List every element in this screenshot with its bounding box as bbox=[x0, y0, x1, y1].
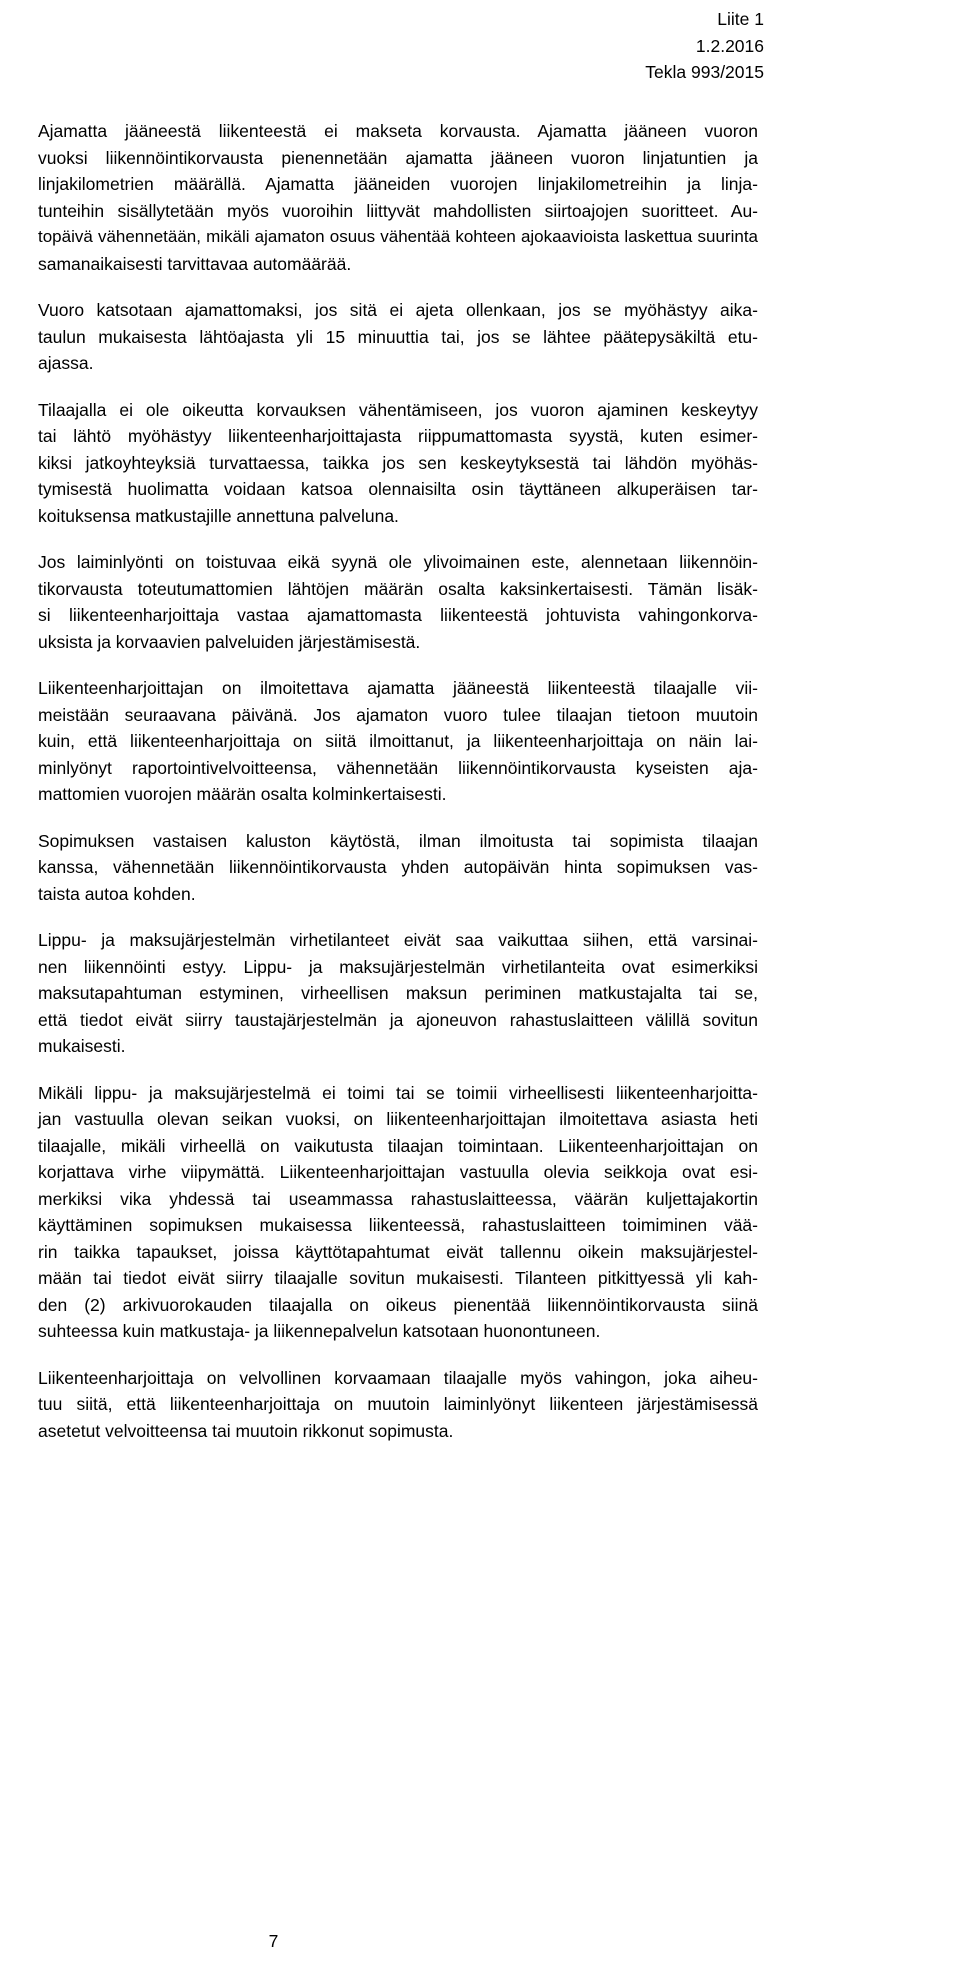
text-line: minlyönyt raportointivelvoitteensa, vähennetään liikennöintikorvausta kyseisten aja- bbox=[38, 757, 758, 778]
text-line: käyttäminen sopimuksen mukaisessa liikenteessä, rahastuslaitteen toimiminen vää- bbox=[38, 1215, 758, 1235]
text-line: linjakilometrien määrällä. Ajamatta jääneiden vuorojen linjakilometreihin ja linja- bbox=[38, 174, 758, 194]
text-line: että tiedot eivät siirry taustajärjestelmän ja ajoneuvon rahastuslaitteen välillä sovitun bbox=[38, 1009, 758, 1030]
text-line: taulun mukaisesta lähtöajasta yli 15 minuuttia tai, jos se lähtee päätepysäkiltä etu- bbox=[38, 326, 758, 347]
text-line: tunteihin sisällytetään myös vuoroihin liittyvät mahdollisten siirtoajojen suoritteet. Au- bbox=[38, 200, 758, 221]
text-line: kanssa, vähennetään liikennöintikorvausta yhden autopäivän hinta sopimuksen vas- bbox=[38, 857, 758, 877]
text-line: Liikenteenharjoittaja on velvollinen korvaamaan tilaajalle myös vahingon, joka aiheu- bbox=[38, 1367, 758, 1388]
text-line: merkiksi vika yhdessä tai useammassa rahastuslaitteessa, väärän kuljettajakortin bbox=[38, 1188, 758, 1209]
paragraph bbox=[38, 549, 758, 655]
text-line: tikorvausta toteutumattomien lähtöjen määrän osalta kaksinkertaisesti. Tämän lisäk- bbox=[38, 578, 758, 599]
paragraph bbox=[38, 675, 758, 808]
text-line: tymisestä huolimatta voidaan katsoa olennaisilta osin täyttäneen alkuperäisen tar- bbox=[38, 479, 758, 499]
text-line: tuu siitä, että liikenteenharjoittaja on muutoin laiminlyönyt liikenteen järjestämisessä bbox=[38, 1394, 758, 1414]
text-line: Vuoro katsotaan ajamattomaksi, jos sitä ei ajeta ollenkaan, jos se myöhästyy aika- bbox=[38, 300, 758, 320]
text-line: Ajamatta jääneestä liikenteestä ei makseta korvausta. Ajamatta jääneen vuoron bbox=[38, 121, 758, 141]
paragraph bbox=[38, 1080, 758, 1345]
text-line: kuin, että liikenteenharjoittaja on siitä ilmoittanut, ja liikenteenharjoittaja on näin lai- bbox=[38, 731, 758, 751]
document-header bbox=[645, 6, 764, 86]
text-line: mattomien vuorojen määrän osalta kolminkertaisesti. bbox=[38, 784, 447, 804]
document-body bbox=[38, 118, 758, 1464]
document-date: 1.2.2016 bbox=[695, 35, 764, 56]
text-line: Lippu- ja maksujärjestelmän virhetilanteet eivät saa vaikuttaa siihen, että varsinai- bbox=[38, 930, 758, 950]
attachment-label: Liite 1 bbox=[717, 9, 764, 29]
text-line: meistään seuraavana päivänä. Jos ajamaton vuoro tulee tilaajan tietoon muutoin bbox=[38, 704, 758, 725]
text-line: Jos laiminlyönti on toistuvaa eikä syynä ole ylivoimainen este, alennetaan liikennöin- bbox=[38, 552, 758, 572]
text-line: jan vastuulla olevan seikan vuoksi, on liikenteenharjoittajan ilmoitettava asiasta heti bbox=[38, 1109, 758, 1129]
text-line: Sopimuksen vastaisen kaluston käytöstä, ilman ilmoitusta tai sopimista tilaajan bbox=[38, 830, 758, 851]
text-line: taista autoa kohden. bbox=[38, 883, 196, 904]
reference-number: Tekla 993/2015 bbox=[645, 62, 764, 82]
paragraph bbox=[38, 828, 758, 908]
text-line: si liikenteenharjoittaja vastaa ajamattomasta liikenteestä johtuvista vahingonkorva- bbox=[38, 605, 758, 625]
text-line: topäivä vähennetään, mikäli ajamaton osuus vähentää kohteen ajokaavioista laskettua suurinta bbox=[38, 227, 758, 246]
text-line: mään tai tiedot eivät siirry tilaajalle sovitun mukaisesti. Tilanteen pitkittyessä yli kah- bbox=[38, 1268, 758, 1288]
text-line: ajassa. bbox=[38, 353, 94, 373]
text-line: korjattava virhe viipymättä. Liikenteenharjoittajan vastuulla olevia seikkoja ovat esi- bbox=[38, 1162, 758, 1182]
paragraph bbox=[38, 397, 758, 530]
page-number: 7 bbox=[268, 1931, 279, 1951]
text-line: Liikenteenharjoittajan on ilmoitettava ajamatta jääneestä liikenteestä tilaajalle vii- bbox=[38, 678, 758, 698]
text-line: suhteessa kuin matkustaja- ja liikennepalvelun katsotaan huonontuneen. bbox=[38, 1321, 601, 1341]
text-line: maksutapahtuman estyminen, virheellisen maksun periminen matkustajalta tai se, bbox=[38, 983, 758, 1003]
paragraph bbox=[38, 927, 758, 1060]
text-line: Mikäli lippu- ja maksujärjestelmä ei toimi tai se toimii virheellisesti liikenteenharjoitta- bbox=[38, 1082, 758, 1103]
text-line: samanaikaisesti tarvittavaa automäärää. bbox=[38, 253, 352, 274]
text-line: Tilaajalla ei ole oikeutta korvauksen vähentämiseen, jos vuoron ajaminen keskeytyy bbox=[38, 399, 758, 420]
paragraph bbox=[38, 297, 758, 377]
text-line: uksista ja korvaavien palveluiden järjestämisestä. bbox=[38, 631, 421, 652]
text-line: tai lähtö myöhästyy liikenteenharjoittajasta riippumattomasta syystä, kuten esimer- bbox=[38, 426, 758, 446]
text-line: vuoksi liikennöintikorvausta pienennetään ajamatta jääneen vuoron linjatuntien ja bbox=[38, 147, 758, 168]
text-line: koituksensa matkustajille annettuna palveluna. bbox=[38, 505, 399, 526]
text-line: tilaajalle, mikäli virheellä on vaikutusta tilaajan toimintaan. Liikenteenharjoittajan on bbox=[38, 1135, 758, 1156]
text-line: rin taikka tapaukset, joissa käyttötapahtumat eivät tallennu oikein maksujärjestel- bbox=[38, 1241, 758, 1262]
text-line: kiksi jatkoyhteyksiä turvattaessa, taikka jos sen keskeytyksestä tai lähdön myöhäs- bbox=[38, 452, 758, 473]
text-line: den (2) arkivuorokauden tilaajalla on oikeus pienentää liikennöintikorvausta siinä bbox=[38, 1294, 758, 1315]
text-line: mukaisesti. bbox=[38, 1036, 126, 1056]
paragraph bbox=[38, 118, 758, 277]
text-line: nen liikennöinti estyy. Lippu- ja maksujärjestelmän virhetilanteita ovat esimerkiksi bbox=[38, 956, 758, 977]
paragraph bbox=[38, 1365, 758, 1445]
text-line: asetetut velvoitteensa tai muutoin rikkonut sopimusta. bbox=[38, 1420, 454, 1441]
